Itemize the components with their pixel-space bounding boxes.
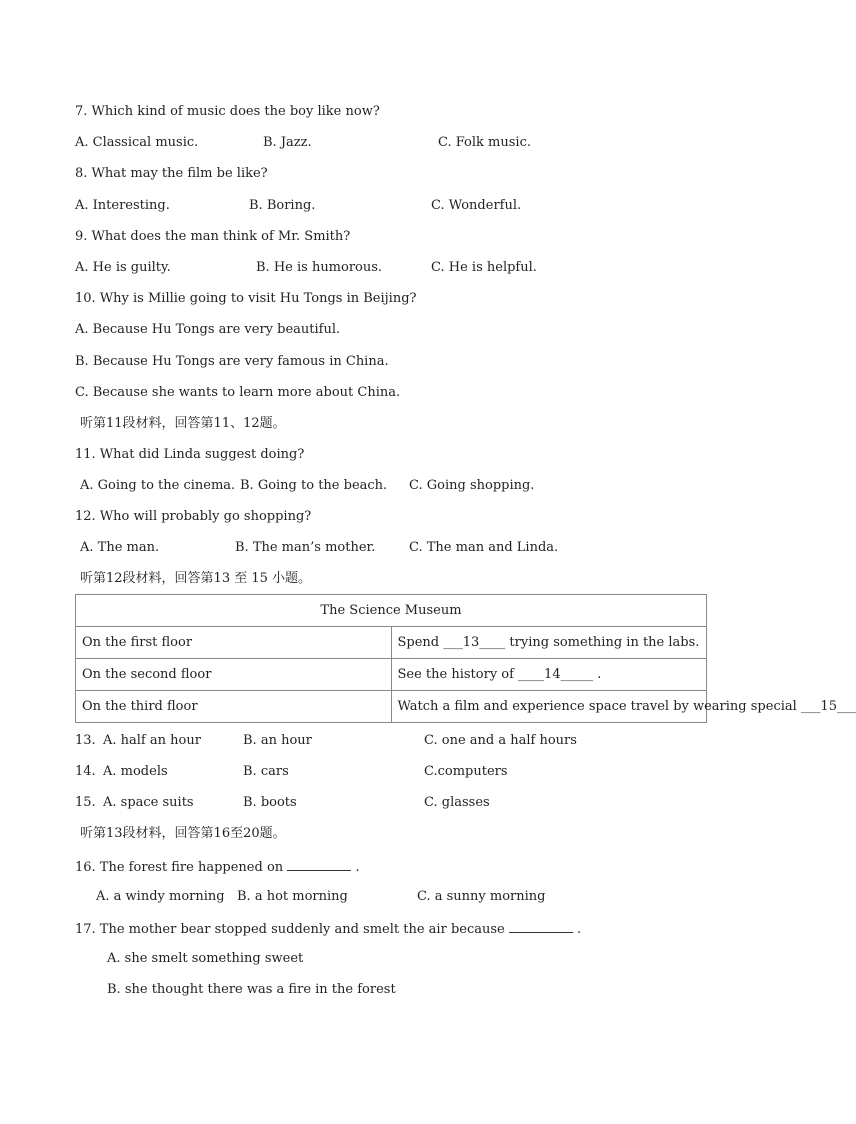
question-16-end: . [355,860,360,875]
question-16-option-c: C. a sunny morning [417,889,546,904]
question-16-option-a: A. a windy morning [96,889,225,904]
question-13-option-b: B. an hour [243,733,312,748]
question-15-option-b: B. boots [243,795,297,810]
question-9-stem: 9. What does the man think of Mr. Smith? [75,229,351,244]
question-8-option-b: B. Boring. [249,198,316,213]
question-9-option-b: B. He is humorous. [256,260,383,275]
question-16-option-b: B. a hot morning [237,889,348,904]
answer-blank [287,858,351,871]
question-12-stem: 12. Who will probably go shopping? [75,509,312,524]
floor-cell: On the first floor [76,627,392,659]
answer-blank [509,920,573,933]
question-12-option-a: A. The man. [80,540,160,555]
question-17-stem-line [75,920,581,938]
activity-cell: Spend ___13____ trying something in the labs. [391,627,707,659]
question-15-option-c: C. glasses [424,795,490,810]
question-16-stem: 16. The forest fire happened on [75,860,284,875]
question-12-option-c: C. The man and Linda. [409,540,559,555]
question-17-end: . [577,922,582,937]
question-9-option-c: C. He is helpful. [431,260,537,275]
question-15-option-a: A. space suits [103,795,194,810]
question-11-option-b: B. Going to the beach. [240,478,388,493]
question-16-stem-line [75,858,360,876]
question-10-stem: 10. Why is Millie going to visit Hu Tongs in Beijing? [75,291,417,306]
activity-cell: Watch a film and experience space travel by wearing special ___15___ [391,691,707,723]
question-13-option-c: C. one and a half hours [424,733,577,748]
section-instruction-13: 听第13段材料，回答第16至20题。 [80,826,286,841]
question-11-option-c: C. Going shopping. [409,478,535,493]
question-10-option-c: C. Because she wants to learn more about China. [75,385,401,400]
question-11-stem: 11. What did Linda suggest doing? [75,447,305,462]
question-7-option-b: B. Jazz. [263,135,312,150]
table-row [76,659,707,691]
section-instruction-11: 听第11段材料，回答第11、12题。 [80,416,286,431]
question-7-option-a: A. Classical music. [75,135,199,150]
table-row [76,691,707,723]
question-17-option-a: A. she smelt something sweet [107,951,304,966]
question-14-option-a: A. models [103,764,168,779]
question-13-option-a: A. half an hour [103,733,201,748]
question-17-option-b: B. she thought there was a fire in the forest [107,982,396,997]
question-15-number: 15. [75,795,96,810]
question-7-option-c: C. Folk music. [438,135,531,150]
question-10-option-a: A. Because Hu Tongs are very beautiful. [75,322,341,337]
question-10-option-b: B. Because Hu Tongs are very famous in China. [75,354,389,369]
question-14-option-b: B. cars [243,764,289,779]
section-instruction-12: 听第12段材料，回答第13 至 15 小题。 [80,571,312,586]
question-9-option-a: A. He is guilty. [75,260,171,275]
activity-cell: See the history of ____14_____ . [391,659,707,691]
question-14-option-c: C.computers [424,764,508,779]
science-museum-table [75,594,856,723]
floor-cell: On the second floor [76,659,392,691]
question-12-option-b: B. The man’s mother. [235,540,376,555]
question-8-option-a: A. Interesting. [75,198,170,213]
question-8-option-c: C. Wonderful. [431,198,522,213]
question-13-number: 13. [75,733,96,748]
table-title-row [76,595,707,627]
floor-cell: On the third floor [76,691,392,723]
question-17-stem: 17. The mother bear stopped suddenly and smelt the air because [75,922,505,937]
table-row [76,627,707,659]
question-14-number: 14. [75,764,96,779]
question-7-stem: 7. Which kind of music does the boy like now? [75,104,380,119]
question-8-stem: 8. What may the film be like? [75,166,268,181]
question-11-option-a: A. Going to the cinema. [80,478,236,493]
table-title: The Science Museum [76,595,707,627]
